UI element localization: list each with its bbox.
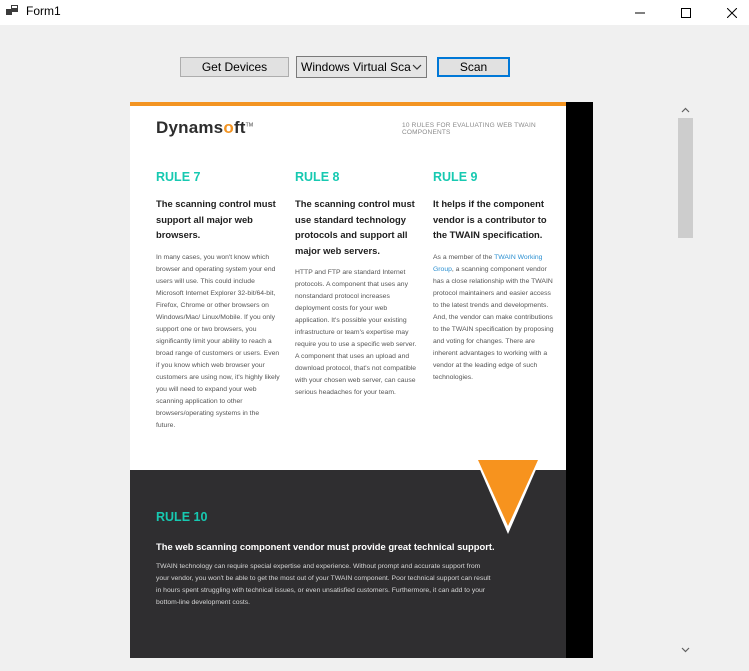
device-select[interactable] [296,56,427,78]
orange-triangle-graphic [475,458,541,534]
scroll-down-button[interactable] [678,642,693,658]
rule-8-body: HTTP and FTP are standard Internet protocols. A component that uses any nonstandard protocol increases deployment costs for your web application. It's possible your existing infrastructure or team's expertise may require you to use a specific web server. A component that uses an upload and download protocol, that's not compatible with your chosen web server, can cause serious headaches for your team. [295,269,417,396]
device-select-value: Windows Virtual Sca [301,60,411,74]
rule-8-heading: The scanning control must use standard technology protocols and support all major web servers. [295,198,415,256]
rule-7-column [156,170,280,432]
chevron-up-icon [681,107,690,113]
title-bar [0,0,749,25]
scroll-up-button[interactable] [678,102,693,118]
maximize-button[interactable] [663,0,709,25]
rule-10-heading: The web scanning component vendor must provide great technical support. [156,541,495,552]
rule-9-body: As a member of the TWAIN Working Group, a scanning component vendor has a close relationship with the TWAIN protocol maintainers and easier access to the latest trends and developments. And, the vendor can make contributions to the TWAIN specification by proposing and voting for changes. There are inherent advantages to working with a vendor at the leading edge of such technologies. [433,253,554,381]
scroll-thumb[interactable] [678,118,693,238]
close-button[interactable] [709,0,749,25]
scanned-image-viewer[interactable] [130,102,593,658]
scan-button[interactable]: Scan [437,57,510,77]
window-title: Form1 [26,4,61,18]
scanned-document-page [130,102,566,658]
chevron-down-icon [412,63,422,71]
rule-9-column [433,170,557,384]
get-devices-button[interactable]: Get Devices [180,57,289,77]
rule-10-body: TWAIN technology can require special expertise and experience. Without prompt and accurate support from your vendor, you won't be able to get the most out of your TWAIN component. Poor technical support can result in hours spent struggling with technical issues, or even unsatisfied customers. Furthermore, it can add to your bottom-line development costs. [156,563,491,606]
chevron-down-icon [681,647,690,653]
twain-working-group-link: TWAIN Working Group [433,253,543,273]
maximize-icon [681,8,691,18]
rule-9-title: RULE 9 [433,170,478,184]
document-header: 10 RULES FOR EVALUATING WEB TWAIN COMPONENTS [402,122,536,136]
dynamsoft-logo: Dynamsoft™ [156,118,254,137]
minimize-button[interactable] [617,0,663,25]
form-app-icon [6,4,20,18]
minimize-icon [635,8,645,18]
rule-9-heading: It helps if the component vendor is a contributor to the TWAIN specification. [433,198,547,240]
accent-bar [130,102,566,106]
close-icon [727,8,737,18]
rule-10-title: RULE 10 [156,510,208,524]
rule-7-body: In many cases, you won't know which browser and operating system your end users will use. This could include Microsoft Internet Explorer 32-bit/64-bit, Firefox, Chrome or other browsers on Windows/Mac/ Linux/Mobile. If you only support one or two browsers, you significantly limit your ability to reach a broad range of customers or users. Even if you know which web browser your customers are using now, it's highly likely you will need to expand your web scanning application to other browsers/operating systems in the future. [156,253,280,429]
rule-8-column [295,170,419,399]
rule-8-title: RULE 8 [295,170,340,184]
rule-7-heading: The scanning control must support all major web browsers. [156,198,276,240]
rule-7-title: RULE 7 [156,170,201,184]
vertical-scrollbar[interactable] [678,102,693,658]
